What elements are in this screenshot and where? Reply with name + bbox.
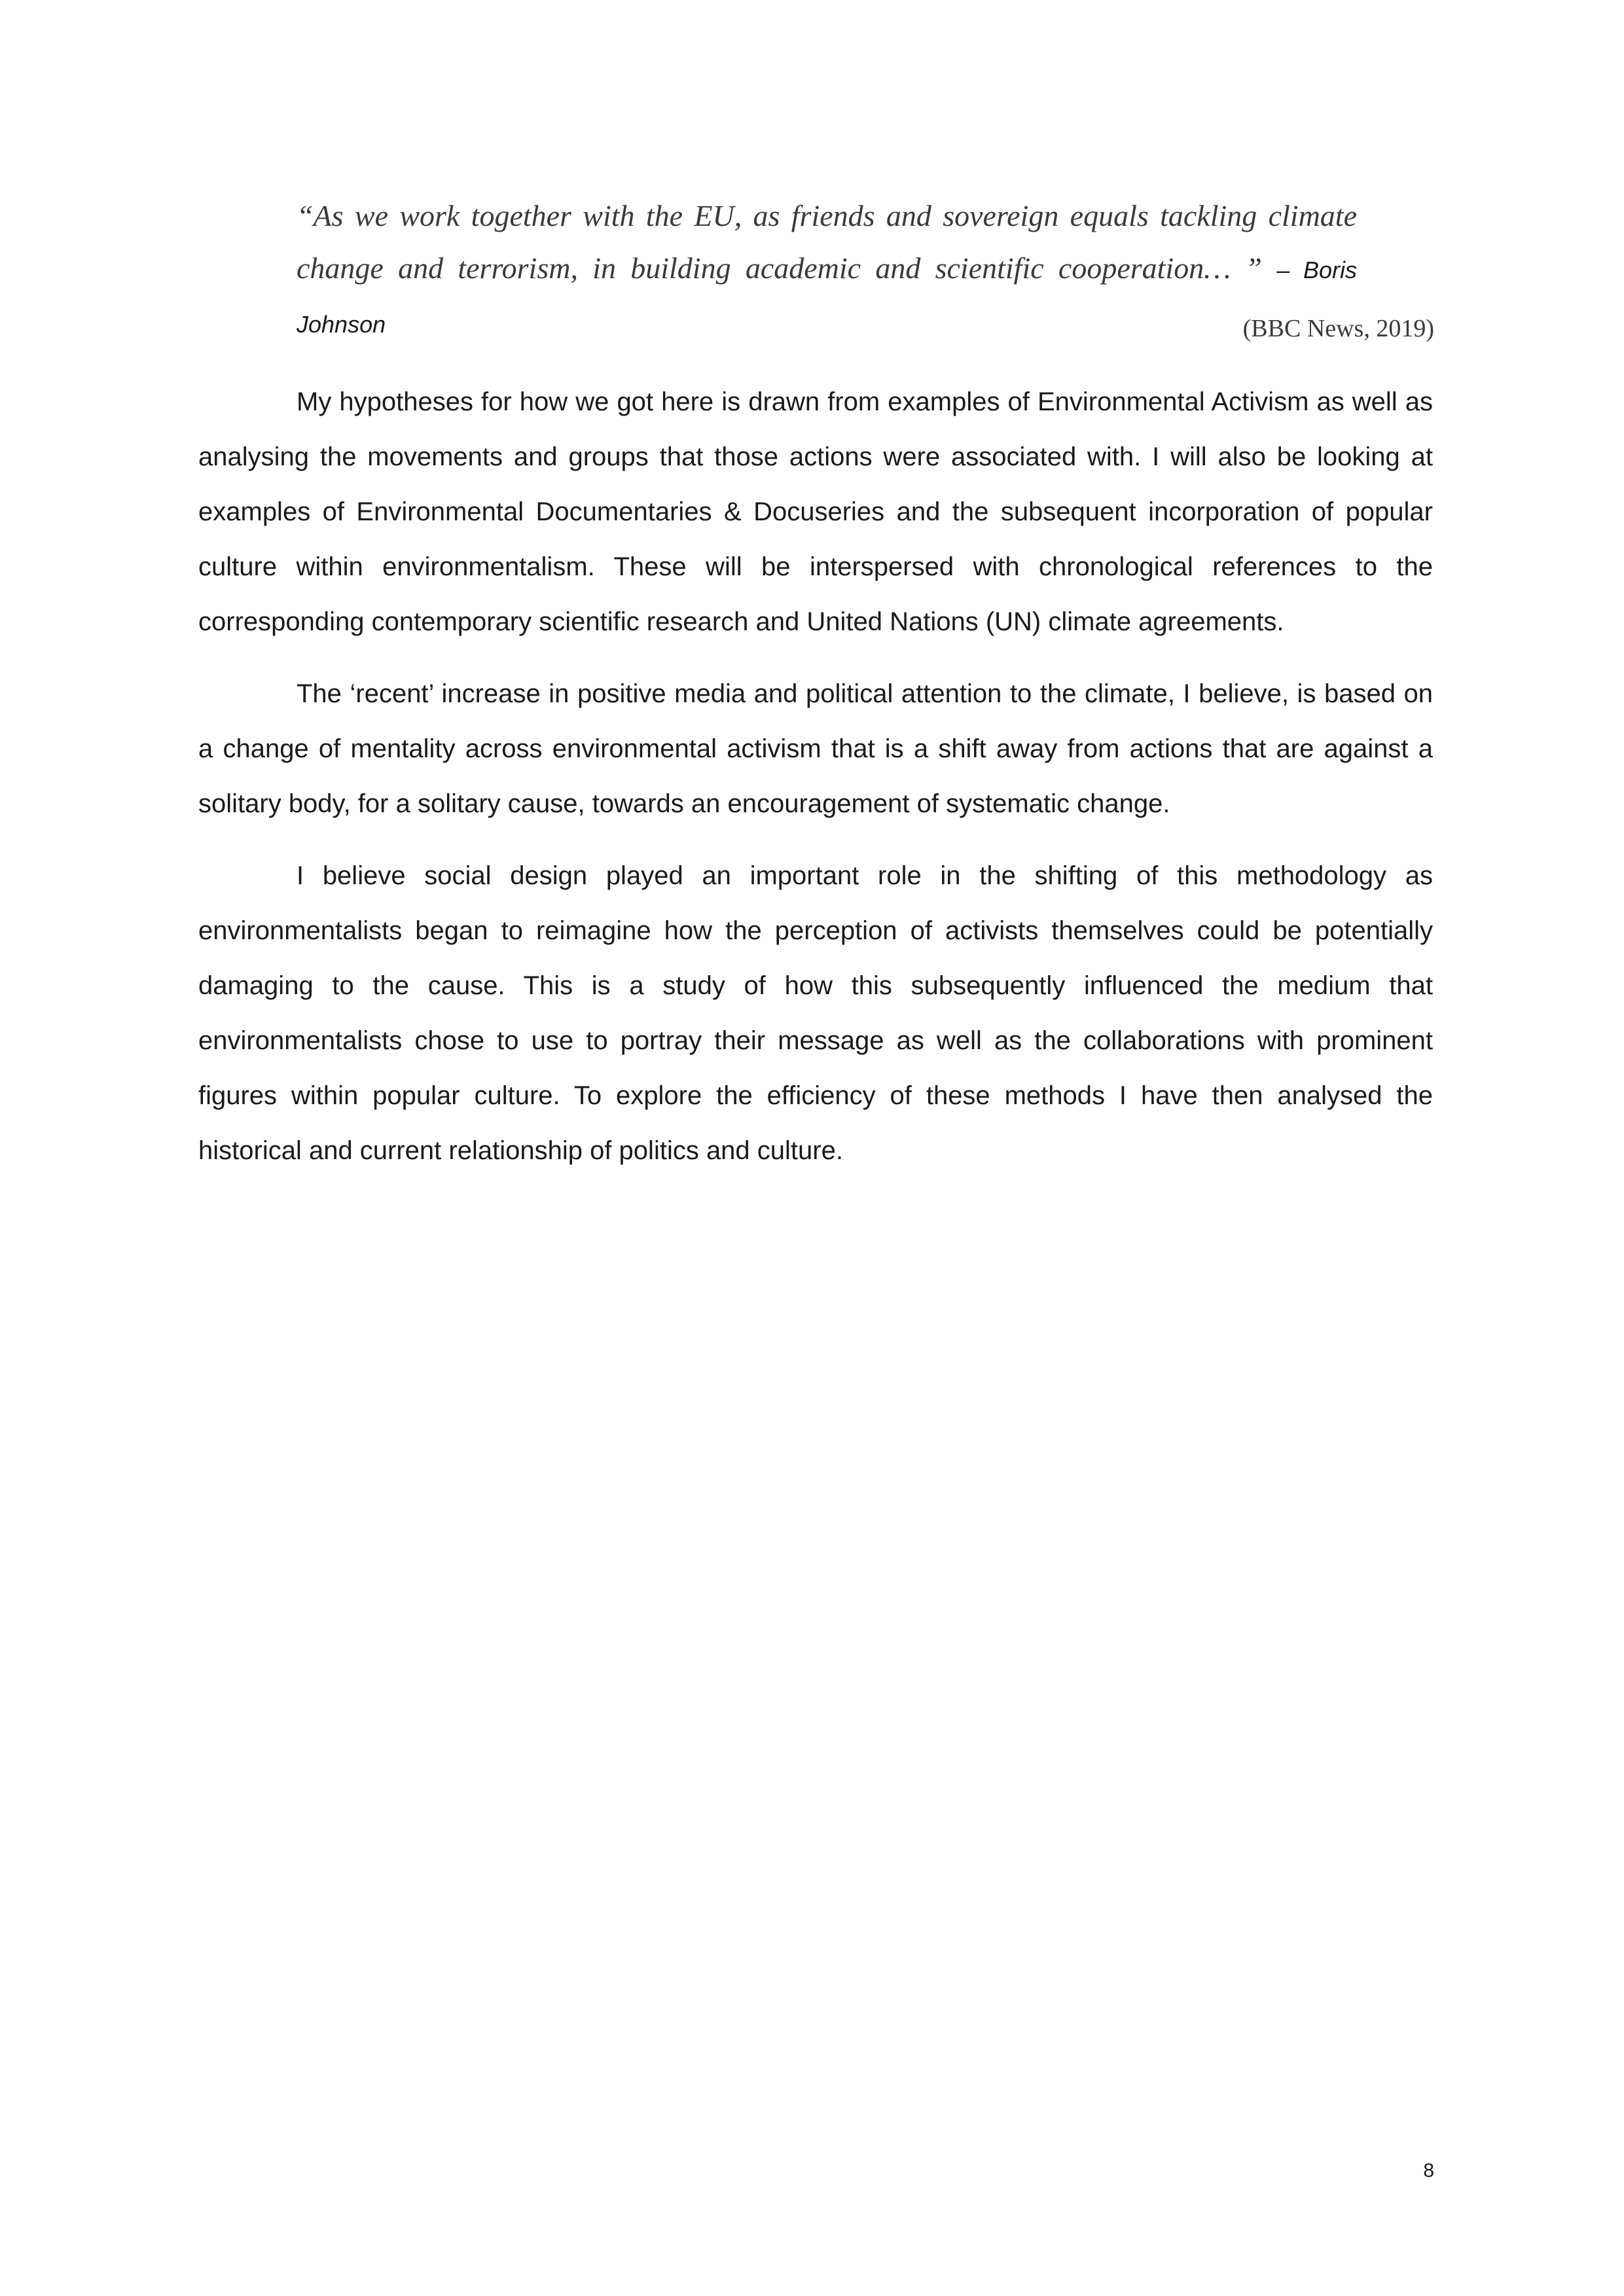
body-text bbox=[198, 374, 1433, 1195]
paragraph: I believe social design played an important role in the shifting of this methodology as environmentalists began to reimagine how the perception of activists themselves could be potentially damaging to the cause. This is a study of how this subsequently influenced the medium that environmentalists chose to use to portray their message as well as the collaborations with prominent figures within popular culture. To explore the efficiency of these methods I have then analysed the historical and current relationship of politics and culture. bbox=[198, 861, 1433, 1165]
quote-citation: (BBC News, 2019) bbox=[1242, 315, 1434, 342]
paragraph: The ‘recent’ increase in positive media and political attention to the climate, I believe, is based on a change of mentality across environmental activism that is a shift away from actions that are against a solitary body, for a solitary cause, towards an encouragement of systematic change. bbox=[198, 679, 1433, 818]
quote-text: “As we work together with the EU, as friends and sovereign equals tackling climate change and terrorism, in building academic and scientific cooperation… ” bbox=[297, 199, 1357, 285]
page-number: 8 bbox=[1423, 2160, 1434, 2181]
paragraph: My hypotheses for how we got here is drawn from examples of Environmental Activism as well as analysing the movements and groups that those actions were associated with. I will also be looking at examples of Environmental Documentaries & Docuseries and the subsequent incorporation of popular culture within environmentalism. These will be interspersed with chronological references to the corresponding contemporary scientific research and United Nations (UN) climate agreements. bbox=[198, 387, 1433, 636]
epigraph-quote bbox=[297, 190, 1357, 351]
quote-author: – Boris Johnson bbox=[297, 257, 1358, 338]
